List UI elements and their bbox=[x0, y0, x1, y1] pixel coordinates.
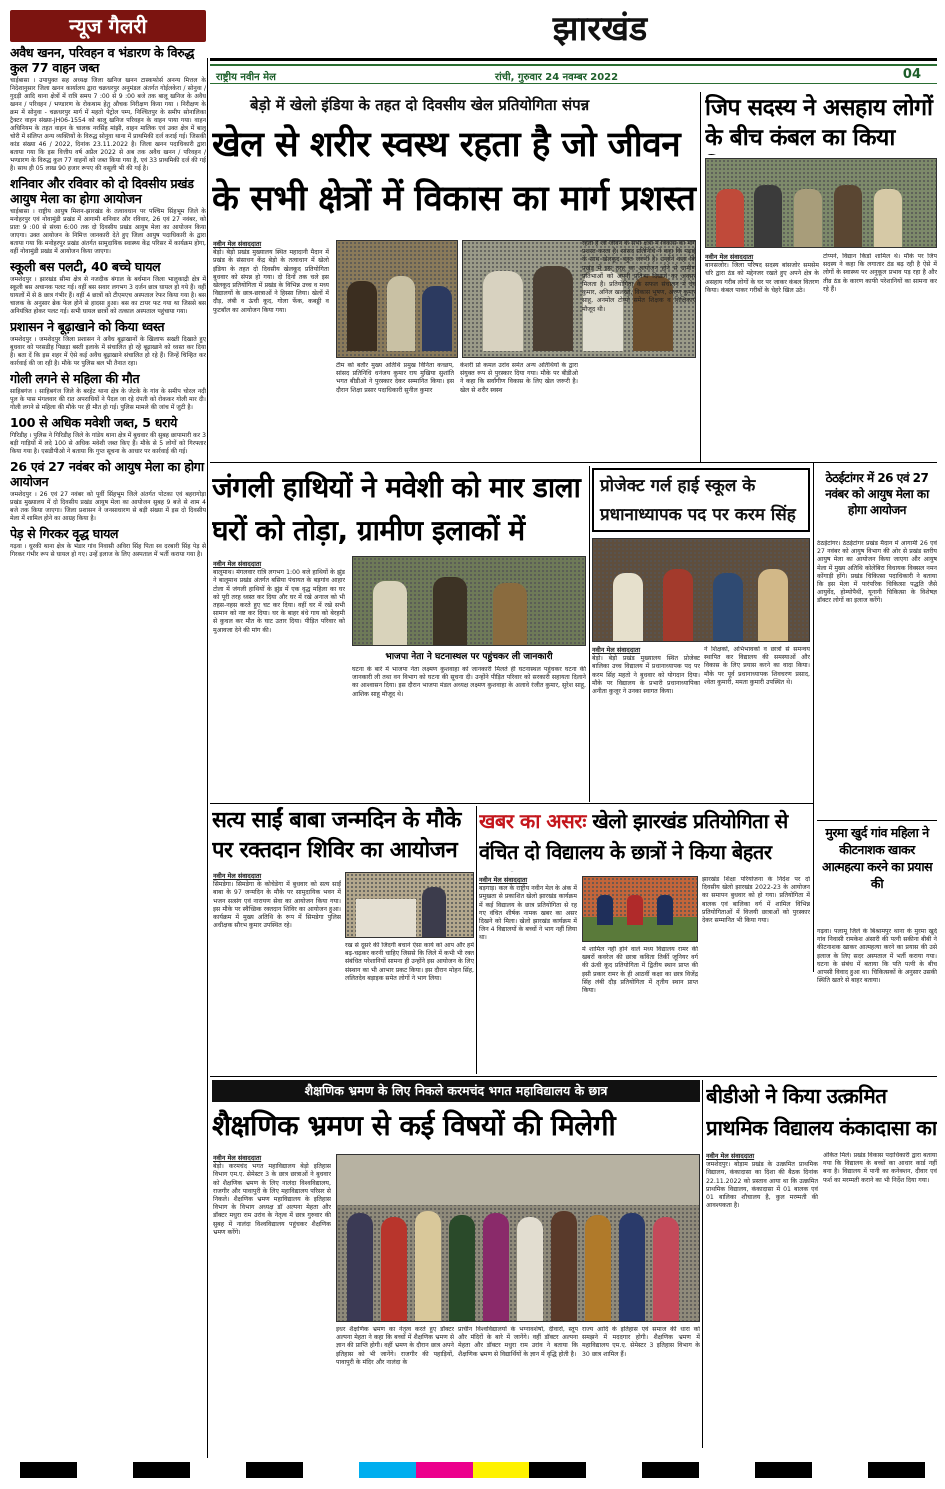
page-number: 04 bbox=[902, 67, 921, 82]
paper-name: राष्ट्रीय नवीन मेल bbox=[216, 72, 276, 83]
khel-body-col4: रहता है जो जीवन के सभी क्षेत्रों में विकास का मार्ग प्रशस्त करता है। सांसद प्रतिनिधि ने कहा कि पढ़ाई के साथ खेलकूद बहुत जरूरी है। उन्होंने कहा कि प्रखंड में इस तरह का आयोजन होने से ग्रामीण प्रतिभाओं को अपनी प्रतिभा दिखाने का अवसर मिलता है। प्रतियोगिता के सफल संचालन में देव कुमार, अनिल खलखो, विकास भूषण, अरुण कुमार साहू, अनमोल टोप्पो समेत शिक्षक व शिक्षिकाएं मौजूद थी। bbox=[582, 240, 696, 313]
bdo-text1: जमशेदपुर। बोड़ाम प्रखंड के उत्क्रमित प्राथमिक विद्यालय, कंकादासा का दिशा की बैठक दिनांक 22.11.2022 को प्रस्ताव आया था कि उत्क्रमित प्राथमिक विद्यालय, कंकादासा में 01 बालक एवं 01 बालिका शौचालय है, कुल मरम्मती की आवश्यकता है। bbox=[706, 1161, 818, 1210]
karam-body-col1 bbox=[592, 646, 700, 796]
hathi-headline: जंगली हाथियों ने मवेशी को मार डाला घरों को तोड़ा, ग्रामीण इलाकों में bbox=[212, 471, 581, 547]
khel-headline: खेल से शरीर स्वस्थ रहता है जो जीवन के सभी क्षेत्रों में विकास का मार्ग प्रशस्त bbox=[212, 125, 696, 219]
suicide-body: गढ़वा। पलामू जिले के बिश्रामपुर थाना के मुरमा खुर्द गांव निवासी रामकेश अंसारी की पत्नी सकीना बीबी ने कीटनाशक खाकर आत्महत्या करने का प्रयास की उसे इलाज के लिए सदर अस्पताल में भर्ती कराया गया। घटना के संबंध में बताया कि पति पत्नी के बीच आपसी विवाद हुआ था। चिकित्सकों के अनुसार उसकी स्थिति खतरे से बाहर बताया। bbox=[817, 928, 937, 985]
registration-color-bar bbox=[20, 1462, 925, 1478]
gallery-item-body: गिरिडीह । पुलिस ने गिरिडीह जिले के गांडेय थाना क्षेत्र में बुधवार की सुबह छापामारी कर 3 बड़ी गाड़ियों में लदे 100 से अधिक मवेशी जब्त किए हैं। मौके से 5 लोगों को गिरफ्तार किया गया है। एसडीपीओ ने बताया कि गुप्त सूचना के आधार पर कार्रवाई की गई। bbox=[10, 432, 206, 455]
hathi-photo-caption: भाजपा नेता ने घटनास्थल पर पहुंचकर ली जानकारी bbox=[352, 647, 586, 663]
bdo-body-col2: अंकित मिले। प्रखंड विकास पदाधिकारी द्वारा बताया गया कि विद्यालय के बच्चों का आधार कार्ड नहीं बना है। विद्यालय में पानी का कनेक्शन, दीवार एवं फर्श का मरम्मती कराने का भी निर्देश दिया गया। bbox=[823, 1152, 937, 1184]
bhraman-body-col3: प्राचीन विश्वविद्यालयों के भग्नावशेषों, दीवारों, स्तूप और मंदिरों के बारे में जानेंगे। वहीं डॉक्टर अल्पना मेहता और डॉक्टर मधुरा राम उरांव ने बताया कि शैक्षणिक भ्रमण से विद्यार्थियों के ज्ञान में वृद्धि होती है। bbox=[458, 1326, 578, 1358]
khel-text1: बेड़ो। बेड़ो प्रखंड मुख्यालय स्थित महादानी मैदान में प्रखंड के संसाधन केंद्र बेड़ो के तत्वाधान में खेलो इंडिया के तहत दो दिवसीय खेलकूद प्रतियोगिता बुधवार को संपन्न हो गया। दो दिनों तक चले इस खेलकूद प्रतियोगिता में प्रखंड के विभिन्न उच्च व मध्य विद्यालयों के छात्र-छात्राओं ने हिस्सा लिया। खेलों में दौड़, लंबी व ऊंची कूद, गोला फेंक, कबड्डी व फुटबॉल का आयोजन किया गया। bbox=[213, 249, 329, 314]
pratiyogita-body-col1 bbox=[479, 876, 577, 1074]
karam-photo bbox=[592, 538, 810, 642]
bdo-body-col1 bbox=[706, 1152, 818, 1444]
rakt-byline: नवीन मेल संवाददाता bbox=[213, 872, 262, 880]
gallery-item-body: जमशेदपुर । 26 एवं 27 नवंबर को पूर्वी सिंहभूम जिले अंतर्गत पोटका एवं बहरागोड़ा प्रखंड मुख्यालय में दो दिवसीय प्रखंड आयुष मेला का आयोजन सुबह 9 बजे से शाम 4 बजे तक किया जाएगा। जिला प्रशासन ने जनसाधारण से बड़ी संख्या में इस दो दिवसीय मेला में शामिल होने का आग्रह किया है। bbox=[10, 491, 206, 522]
pratiyogita-headline bbox=[479, 806, 811, 872]
hathi-body-col2: घटना के बारे में भाजपा नेता लक्ष्मण कुशवाहा को जानकारी मिलते ही घटनास्थल पहुंचकर घटना की जानकारी ली तथा वन विभाग को घटना की सूचना दी। उन्होंने पीड़ित परिवार को सरकारी सहायता दिलाने का आश्वासन दिया। इस दौरान भाजपा मंडल अध्यक्ष लक्ष्मण कुशवाहा के अलावे रंजीत कुमार, सुरेश साहू, आशिक साहू मौजूद थे। bbox=[352, 666, 586, 698]
news-gallery-header: न्यूज गैलरी bbox=[10, 10, 206, 42]
pratiyogita-kicker: खबर का असरः bbox=[479, 809, 586, 833]
kambal-photo bbox=[705, 158, 937, 248]
hathi-text1: बालूमाथ। मंगलवार रात्रि लगभग 1:00 बजे हाथियों के झुंड ने बालूमाथ प्रखंड अंतर्गत बसिया पंचायत के बड़गांव आहार टोला में जंगली हाथियों के झुंड में एक वृद्ध महिला का घर को पूरी तरह ध्वस्त कर दिया और घर में रखे अनाज को भी तहस-नहस करते हुए चट कर दिया। वहीं घर में रखे सभी सामान को नष्ट कर दिया। घर के बाहर बंधे गाय को बेरहमी से कुचल कर मौत के घाट उतार दिया। पीड़ित परिवार को मुआवजा देने की मांग की। bbox=[213, 569, 345, 634]
khel-byline: नवीन मेल संवाददाता bbox=[213, 240, 262, 248]
gallery-item-body: जमशेदपुर । जमशेदपुर जिला प्रशासन ने अवैध बूढ़ाखानों के खिलाफ सख्ती दिखाते हुए बुधवार को परसडीह पिछड़ा बस्ती इलाके में संचालित हो रहे बूढ़ाखाने को ध्वस्त कर दिया है। बता दें कि इस शहर में ऐसे कई अवैध बूढ़ाखाने संचालित हो रहे हैं। जिन्हें चिन्हित कर कार्रवाई की जा रही है। मौके पर पुलिस बल भी तैनात रहा। bbox=[10, 336, 206, 367]
gallery-item-title: शनिवार और रविवार को दो दिवसीय प्रखंड आयुष मेला का होगा आयोजन bbox=[10, 176, 194, 206]
karam-headline: प्रोजेक्ट गर्ल हाई स्कूल के प्रधानाध्यापक पद पर करम सिंह bbox=[592, 468, 810, 532]
gallery-item-title: अवैध खनन, परिवहन व भंडारण के विरुद्ध कुल 77 वाहन जब्त bbox=[10, 45, 195, 75]
bhraman-text1: बेड़ो। करमचंद भगत महाविद्यालय बेड़ो इतिहास विभाग एम.ए. सेमेस्टर 3 के छात्र छात्राओं ने बुधवार को शैक्षणिक भ्रमण के लिए नालंदा विश्वविद्यालय, राजगीर और पावापुरी के लिए महाविद्यालय परिसर से निकले। शैक्षणिक भ्रमण महाविद्यालय के इतिहास विभाग के विभाग अध्यक्ष डॉ अल्पना मेहता और डॉक्टर मधुरा राम उरांव के नेतृत्व में छात्र गुरुवार की सुबह में नालंदा विश्वविद्यालय पहुंचकर शैक्षणिक भ्रमण करेंगे। bbox=[213, 1163, 331, 1236]
kambal-body-col1 bbox=[705, 253, 819, 449]
pratiyogita-headline-text: खेलो झारखंड प्रतियोगिता से वंचित दो विद्यालय के छात्रों ने किया बेहतर bbox=[479, 809, 788, 864]
kambal-byline: नवीन मेल संवाददाता bbox=[705, 253, 754, 261]
gallery-item-body: गढ़वा । धुरकी थाना क्षेत्र के भंडार गांव निवासी अविरा सिंह पिता स्व दरबारी सिंह पेड़ से गिरकर गंभीर रूप से घायल हो गए। उन्हें इलाज के लिए अस्पताल में भर्ती कराया गया है। bbox=[10, 543, 206, 558]
karam-body-col2: ने शिक्षकों, अभिभावकों व छात्रों से समन्वय स्थापित कर विद्यालय की समस्याओं और विकास के लिए प्रयास करने का वादा किया। मौके पर पूर्व प्रधानाध्यापक शिवचरण प्रसाद, श्वेता कुमारी, ममता कुमारी उपस्थित थे। bbox=[704, 646, 810, 686]
gallery-item-body: साहिबगंज । साहिबगंज जिले के बरहेट थाना क्षेत्र के जेटके के गांव के समीप चोरल नदी पुल के पास मंगलवार की रात अपराधियों ने पैदल जा रहे दंपती को रोककर गोली मार दी। गोली लगने से महिला की मौके पर ही मौत हो गई। पुलिस मामले की जांच में जुटी है। bbox=[10, 388, 206, 411]
rakt-body-col1 bbox=[213, 872, 341, 1072]
pratiyogita-text1: बड़गाड़। कल के राष्ट्रीय नवीन मेल के अंक में प्रमुखता से प्रकाशित खेलो झारखंड कार्यक्रम में कई विद्यालय के छात्र प्रतियोगिता से रह गए वंचित शीर्षक नामक खबर का असर दिखने को मिला। खेलो झारखंड कार्यक्रम में जिन 4 विद्यालयों के बच्चों ने भाग नहीं लिया था। bbox=[479, 885, 577, 942]
gallery-item-title: प्रशासन ने बूढ़ाखाने को किया ध्वस्त bbox=[10, 319, 165, 334]
suicide-headline: मुरमा खुर्द गांव महिला ने कीटनाशक खाकर आत्महत्या करने का प्रयास की bbox=[821, 825, 933, 891]
masthead-title: झारखंड bbox=[552, 9, 648, 49]
gallery-item-title: 100 से अधिक मवेशी जब्त, 5 धराये bbox=[10, 415, 178, 430]
bhraman-photo bbox=[336, 1154, 700, 1322]
dateline-bar bbox=[210, 64, 937, 84]
hathi-byline: नवीन मेल संवाददाता bbox=[213, 560, 262, 568]
hathi-body-col1 bbox=[213, 560, 345, 800]
pratiyogita-body-col2: में शामिल नहीं होने वाले मध्य विद्यालय रामर की खबरों कवरेज की छात्रा कविता तिर्की जूनियर वर्ग की ऊंची कूद प्रतियोगिता में द्वितीय स्थान प्राप्त की इसी प्रकार रामर के ही आठवीं कक्षा का छात्र विजेंद्र सिंह लंबी दौड़ प्रतियोगिता में तृतीय स्थान प्राप्त किया। bbox=[582, 946, 698, 995]
rakt-text1: सिमडेगा। सिमडेगा के कोचेडेगा में बुधवार को सत्य साईं बाबा के 97 जन्मदिन के मौके पर सामुदायिक भवन में भजन सत्संग एवं नारायण सेवा का आयोजन किया गया। इस मौके पर स्वैच्छिक रक्तदान शिविर का आयोजन हुआ। कार्यक्रम में मुख्य अतिथि के रूप में सिमडेगा पुलिस अधीक्षक सौरभ कुमार उपस्थित रहे। bbox=[213, 881, 341, 930]
bhraman-byline: नवीन मेल संवाददाता bbox=[213, 1154, 262, 1162]
pratiyogita-byline: नवीन मेल संवाददाता bbox=[479, 876, 528, 884]
bhraman-body-col1 bbox=[213, 1154, 331, 1444]
karam-byline: नवीन मेल संवाददाता bbox=[592, 646, 641, 654]
aayush-body: ठेठईटांगर। ठेठईटांगर प्रखंड मैदान में आगामी 26 एवं 27 नवंबर को आयुष विभाग की ओर से प्रखंड स्तरीय आयुष मेला का आयोजन किया जाएगा और आयुष मेला में मुख्य अतिथि कोलेबिरा विधायक विक्सल नमन कोंगाड़ी होंगे। प्रखंड चिकित्सा पदाधिकारी ने बताया कि इस मेला में पारंपरिक चिकित्सा पद्धति जैसे आयुर्वेद, होम्योपैथी, यूनानी चिकित्सा के विशेषज्ञ डॉक्टर लोगों का इलाज करेंगे। bbox=[817, 540, 937, 605]
gallery-item-title: गोली लगने से महिला की मौत bbox=[10, 371, 140, 386]
kambal-headline: जिप सदस्य ने असहाय लोगों के बीच कंबल का किया bbox=[705, 95, 933, 151]
gallery-item-title: स्कूली बस पलटी, 40 बच्चे घायल bbox=[10, 259, 161, 274]
rakt-headline: सत्य साईं बाबा जन्मदिन के मौके पर रक्तदान शिविर का आयोजन bbox=[212, 808, 461, 863]
rakt-photo bbox=[345, 872, 474, 938]
gallery-item-title: 26 एवं 27 नवंबर को आयुष मेला का होगा आयोजन bbox=[10, 459, 204, 489]
aayush-headline: ठेठईटांगर में 26 एवं 27 नवंबर को आयुष मेला का होगा आयोजन bbox=[825, 471, 929, 517]
bdo-byline: नवीन मेल संवाददाता bbox=[706, 1152, 755, 1160]
hathi-photo bbox=[352, 556, 586, 646]
news-gallery bbox=[10, 10, 206, 1450]
khel-kicker: बेड़ो में खेलो इंडिया के तहत दो दिवसीय खेल प्रतियोगिता संपन्न bbox=[250, 96, 590, 114]
bhraman-headline: शैक्षणिक भ्रमण से कई विषयों की मिलेगी bbox=[212, 1109, 616, 1142]
gallery-item-body: चाईबासा । राष्ट्रीय आयुष मिशन-झारखंड के तत्वावधान पर पश्चिम सिंहभूम जिले के मनोहरपुर एवं नोवामुंडी प्रखंड में आगामी शनिवार और रविवार, 26 एवं 27 नवंबर, को प्रातः 9 :00 से संध्या 6:00 तक दो दिवसीय प्रखंड आयुष मेला का आयोजन किया जाएगा। उक्त आयोजन के निमित्त जानकारी देते हुए जिला आयुष पदाधिकारी के द्वारा बताया गया कि मनोहरपुर प्रखंड अंतर्गत सामुदायिक स्वास्थ्य केंद्र परिसर में कार्यक्रम होगा, वहीं नोवामुंडी प्रखंड में आयोजन किया जाएगा। bbox=[10, 208, 206, 255]
khel-body-col3: केशरी प्रो कमल उरांव समेत अन्य अतिथियों के द्वारा संयुक्त रूप से पुरस्कार दिया गया। मौके पर बीडीओ ने कहा कि सर्वांगीण विकास के लिए खेल जरूरी है। खेल से शरीर स्वस्थ bbox=[460, 362, 578, 394]
bhraman-body-col4: राज्य आदि के इतिहास एवं समाज की धारा को समझने में मददगार होगी। शैक्षणिक भ्रमण में महाविद्यालय एम.ए. सेमेस्टर 3 इतिहास विभाग के 30 छात्र शामिल हैं। bbox=[582, 1326, 700, 1358]
bdo-headline: बीडीओ ने किया उत्क्रमित प्राथमिक विद्यालय कंकादासा का bbox=[706, 1084, 937, 1140]
kambal-text1: बानसजोर। जिला परिषद सदस्य बांसजोर समसेम चरि द्वारा ठंड को मद्देनजर रखते हुए अपने क्षेत्र के असहाय गरीब लोगों के घर पर जाकर कंबल वितरण किया। कंबल पाकर गरीबों के चेहरे खिल उठे। bbox=[705, 262, 819, 294]
bhraman-kicker: शैक्षणिक भ्रमण के लिए निकले करमचंद भगत महाविद्यालय के छात्र bbox=[212, 1080, 700, 1102]
gallery-item-body: चाईबासा । उपायुक्त सह अध्यक्ष जिला खनिज खनन टास्कफोर्स अनन्य मित्तल के निदेशानुसार जिला खनन कार्यालय द्वारा चक्रधरपुर अनुमंडल अंतर्गत गोईलकेरा / सोनुवा / गुदड़ी आदि थाना क्षेत्रों में रात्रि समय 7 :00 से 9 :00 बजे तक बालू खनिज के अवैध खनन / परिवहन / भण्डारण के रोकथाम हेतु औचक निरीक्षण किया गया । निरीक्षण के क्रम में सोनुवा - चक्रधरपुर मार्ग में महतो पेट्रोल पम्प, निश्चितपुर के समीप सोनालिका ट्रैक्टर वाहन संख्या-JH06-1554 को बालू खनिज परिवहन के वाहन पाया गया। वाहन अधिनियम के तहत वाहन के चालक नरसिंह मांझी, वाहन मालिक एवं उक्त क्षेत्र में बालू चोरी में संलिप्त अन्य व्यक्तियों के विरुद्ध सोनुवा थाना में प्राथमिकी दर्ज कराई गई। जिसकी कांड संख्या 46 / 2022, दिनांक 23.11.2022 है। जिला खनन पदाधिकारी द्वारा बताया गया कि इस वित्तीय वर्ष अप्रैल 2022 से अब तक अवैध खनन / परिवहन / भण्डारण के विरुद्ध कुल 77 वाहनों को जब्त किया गया है, एवं 33 प्राथमिकी दर्ज की गई है। साथ ही 05 लाख 90 हजार रूपए की वसूली भी की गई है। bbox=[10, 77, 206, 172]
karam-text1: बेड़ो। बेड़ो प्रखंड मुख्यालय स्थित प्रोजेक्ट बालिका उच्च विद्यालय में प्रधानाध्यापक पद पर करम सिंह महतो ने बुधवार को योगदान दिया। मौके पर विद्यालय के प्रभारी प्रधानाध्यापिका अनीता कुजूर ने उनका स्वागत किया। bbox=[592, 655, 700, 696]
dateline: रांची, गुरुवार 24 नवम्बर 2022 bbox=[495, 72, 619, 83]
gallery-item-body: जमशेदपुर । झारखंड सीमा क्षेत्र से नजदीक बंगाल के बर्धमान जिला भालुकाद्री क्षेत्र में स्कूली बस अचानक पलट गई। वहीं बस सवार लगभग 3 दर्जन छात्र घायल हो गये हैं। वहीं घायलों में से 8 छात्र गंभीर हैं। वहीं 4 छात्रों को टीएमएच अस्पताल रेफर किया गया है। बस चालक के अनुसार ब्रेक फेल होने से हादसा हुआ। बस का टायर फट गया था जिससे बस अनियंत्रित होकर पलट गई। सभी घायल छात्रों को तत्काल अस्पताल पहुंचाया गया। bbox=[10, 276, 206, 315]
pratiyogita-photo bbox=[582, 876, 698, 942]
kambal-body-col2: टोप्पने, विद्यान किंडो शामिल थे। मौके पर जिप सदस्य ने कहा कि लगातार ठंड बढ़ रही है ऐसे में लोगों के स्वास्थ्य पर अनुकूल प्रभाव पड़ रहा है और तीव्र ठंड के कारण काफी परेशानियों का सामना कर रहे हैं। bbox=[823, 253, 937, 293]
rakt-body-col2: रख से दूसरे की जिंदगी बचाने ऐसा कार्य को आप और हमें बढ़-चढ़कर करनी चाहिए जिससे कि जिले में कभी भी रक्त संबंधित परेशानियों सामना ही उन्होंने इस आयोजन के लिए संस्थान का भी आभार प्रकट किया। इस दौरान मोहन सिंह, ललितदेव बड़ाइक समेत लोगों ने भाग लिया। bbox=[345, 942, 474, 982]
bhraman-body-col2: इधर शैक्षणिक भ्रमण का नेतृत्व करते हुए डॉक्टर अल्पना मेहता ने कहा कि बच्चों में शैक्षणिक भ्रमण से ज्ञान की प्राप्ति होगी। वहीं भ्रमण के दौरान छात्र अपने इतिहास को भी जानेंगे। राजगीर की पहाड़ियों, पावापुरी के मंदिर और नालंदा के bbox=[336, 1326, 454, 1366]
pratiyogita-body-col3: झारखंड शिक्षा परियोजना के निर्देश पर दो दिवसीय खेलो झारखंड 2022-23 के आयोजन का समापन बुधवार को हो गया। प्रतियोगिता में बालक एवं बालिका वर्ग में शामिल विभिन्न प्रतियोगिताओं में विजयी छात्राओं को पुरस्कार देकर सम्मानित भी किया गया। bbox=[702, 876, 810, 925]
gallery-item-title: पेड़ से गिरकर वृद्ध घायल bbox=[10, 526, 119, 541]
khel-body-col1 bbox=[213, 240, 329, 458]
khel-body-col2: टीम को बतौर मुख्य अतिथि प्रमुख विनिता कच्छप, सांसद प्रतिनिधि धनंजय कुमार राय मुखिया सुशांति भगत बीडीओ ने पुरस्कार देकर सम्मानित किया। इस दौरान शिक्षा प्रसार पदाधिकारी सुनील कुमार bbox=[336, 362, 454, 394]
khel-photo-1 bbox=[336, 240, 458, 358]
